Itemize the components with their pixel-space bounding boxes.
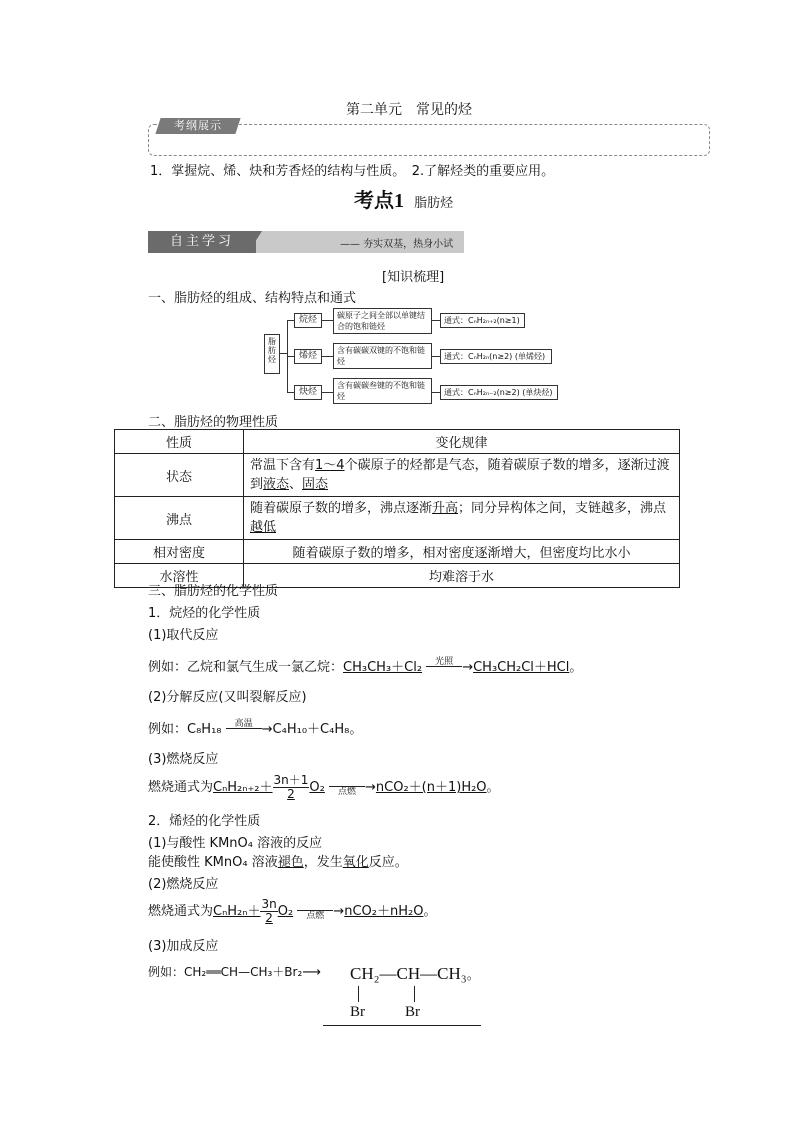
addition-equation: 例如：CH₂══CH—CH₃＋Br₂⟶	[148, 965, 321, 980]
table-header: 变化规律	[244, 430, 680, 454]
condition-arrow: 点燃	[329, 781, 365, 795]
alkene-sub2: (2)燃烧反应	[148, 877, 219, 892]
diagram-formula-alkyne: 通式：CₙH₂ₙ₋₂(n≥2) (单炔烃)	[440, 385, 558, 400]
alkane-ex1: 例如：乙烷和氯气生成一氯乙烷：CH₃CH₃＋Cl₂ 光照 →CH₃CH₂Cl＋HCl。	[148, 656, 583, 675]
condition-arrow: 点燃	[297, 905, 333, 919]
table-cell-rule: 均难溶于水	[244, 564, 680, 588]
table-cell-prop: 状态	[115, 454, 244, 497]
alkane-ex3: 燃烧通式为CₙH₂ₙ₊₂＋ $\frac{3n+1}{2}$ O₂ 点燃 →nCO₂＋(n＋1)H₂O。	[148, 773, 500, 801]
knowledge-heading: [知识梳理]	[382, 270, 445, 285]
condition-arrow: 光照	[426, 661, 462, 675]
bond-line	[414, 986, 415, 1002]
table-cell-rule: 常温下含有1～4个碳原子的烃都是气态，随着碳原子数的增多，逐渐过渡到液态、固态	[244, 454, 680, 497]
diagram-desc-alkyne: 含有碳碳叁键的不饱和链烃	[333, 378, 432, 404]
alkane-sub2: (2)分解反应(又叫裂解反应)	[148, 690, 307, 705]
table-cell-prop: 水溶性	[115, 564, 244, 588]
banner-label: 自主学习	[148, 231, 256, 253]
fraction: $\frac{3n}{2}$	[261, 897, 277, 925]
outline-tag: 考纲展示	[155, 118, 240, 134]
bond-line	[358, 986, 359, 1002]
alkene-sub3: (3)加成反应	[148, 939, 219, 954]
banner-cut	[248, 231, 262, 253]
alkane-sub1: (1)取代反应	[148, 628, 219, 643]
table-cell-prop: 相对密度	[115, 540, 244, 564]
table-header: 性质	[115, 430, 244, 454]
alkane-sub3: (3)燃烧反应	[148, 752, 219, 767]
table-cell-prop: 沸点	[115, 497, 244, 540]
fraction: $\frac{3n+1}{2}$	[273, 773, 309, 801]
section1-heading: 一、脂肪烃的组成、结构特点和通式	[148, 291, 357, 306]
alkene-line1: 能使酸性 KMnO₄ 溶液褪色，发生氧化反应。	[148, 855, 408, 870]
diagram-node-alkyne: 炔烃	[294, 385, 322, 400]
diagram-root: 脂肪烃	[264, 334, 280, 374]
alkene-sub1: (1)与酸性 KMnO₄ 溶液的反应	[148, 836, 323, 851]
diagram-formula-alkane: 通式：CₙH₂ₙ₊₂(n≥1)	[440, 313, 525, 328]
banner-subtitle: —— 夯实双基，热身小试	[340, 239, 454, 250]
condition-arrow: 高温	[226, 723, 262, 737]
diagram-desc-alkene: 含有碳碳双键的不饱和链烃	[333, 343, 432, 369]
table-row	[115, 497, 680, 540]
addition-product: CH₂—CH—CH₃。	[350, 964, 480, 983]
diagram-node-alkene: 烯烃	[294, 349, 322, 364]
physical-properties-table	[114, 429, 680, 588]
page-title: 第二单元 常见的烃	[346, 102, 472, 118]
outline-text: 1．掌握烷、烯、炔和芳香烃的结构与性质。 2.了解烃类的重要应用。	[150, 164, 555, 179]
bromine-label: Br	[405, 1004, 420, 1020]
bromine-label: Br	[350, 1004, 365, 1020]
kaodian-heading: 考点1 脂肪烃	[354, 190, 454, 212]
answer-underline	[323, 1025, 481, 1026]
table-header-row	[115, 430, 680, 454]
diagram-node-alkane: 烷烃	[294, 313, 322, 328]
table-row	[115, 454, 680, 497]
diagram-formula-alkene: 通式：CₙH₂ₙ(n≥2) (单烯烃)	[440, 349, 552, 364]
alkene-ex: 燃烧通式为CₙH₂ₙ＋ $\frac{3n}{2}$ O₂ 点燃 →nCO₂＋nH₂O。	[148, 897, 437, 925]
diagram-desc-alkane: 碳原子之间全部以单键结合的饱和链烃	[333, 308, 432, 334]
table-cell-rule: 随着碳原子数的增多，相对密度逐渐增大，但密度均比水小	[244, 540, 680, 564]
section2-heading: 二、脂肪烃的物理性质	[148, 415, 279, 430]
section3-heading: 三、脂肪烃的化学性质	[148, 584, 279, 599]
alkene-heading: 2．烯烃的化学性质	[148, 814, 261, 829]
alkane-heading: 1．烷烃的化学性质	[148, 606, 261, 621]
table-row	[115, 540, 680, 564]
alkane-ex2: 例如：C₈H₁₈ 高温 →C₄H₁₀＋C₄H₈。	[148, 718, 363, 737]
table-cell-rule: 随着碳原子数的增多，沸点逐渐升高；同分异构体之间，支链越多，沸点越低	[244, 497, 680, 540]
